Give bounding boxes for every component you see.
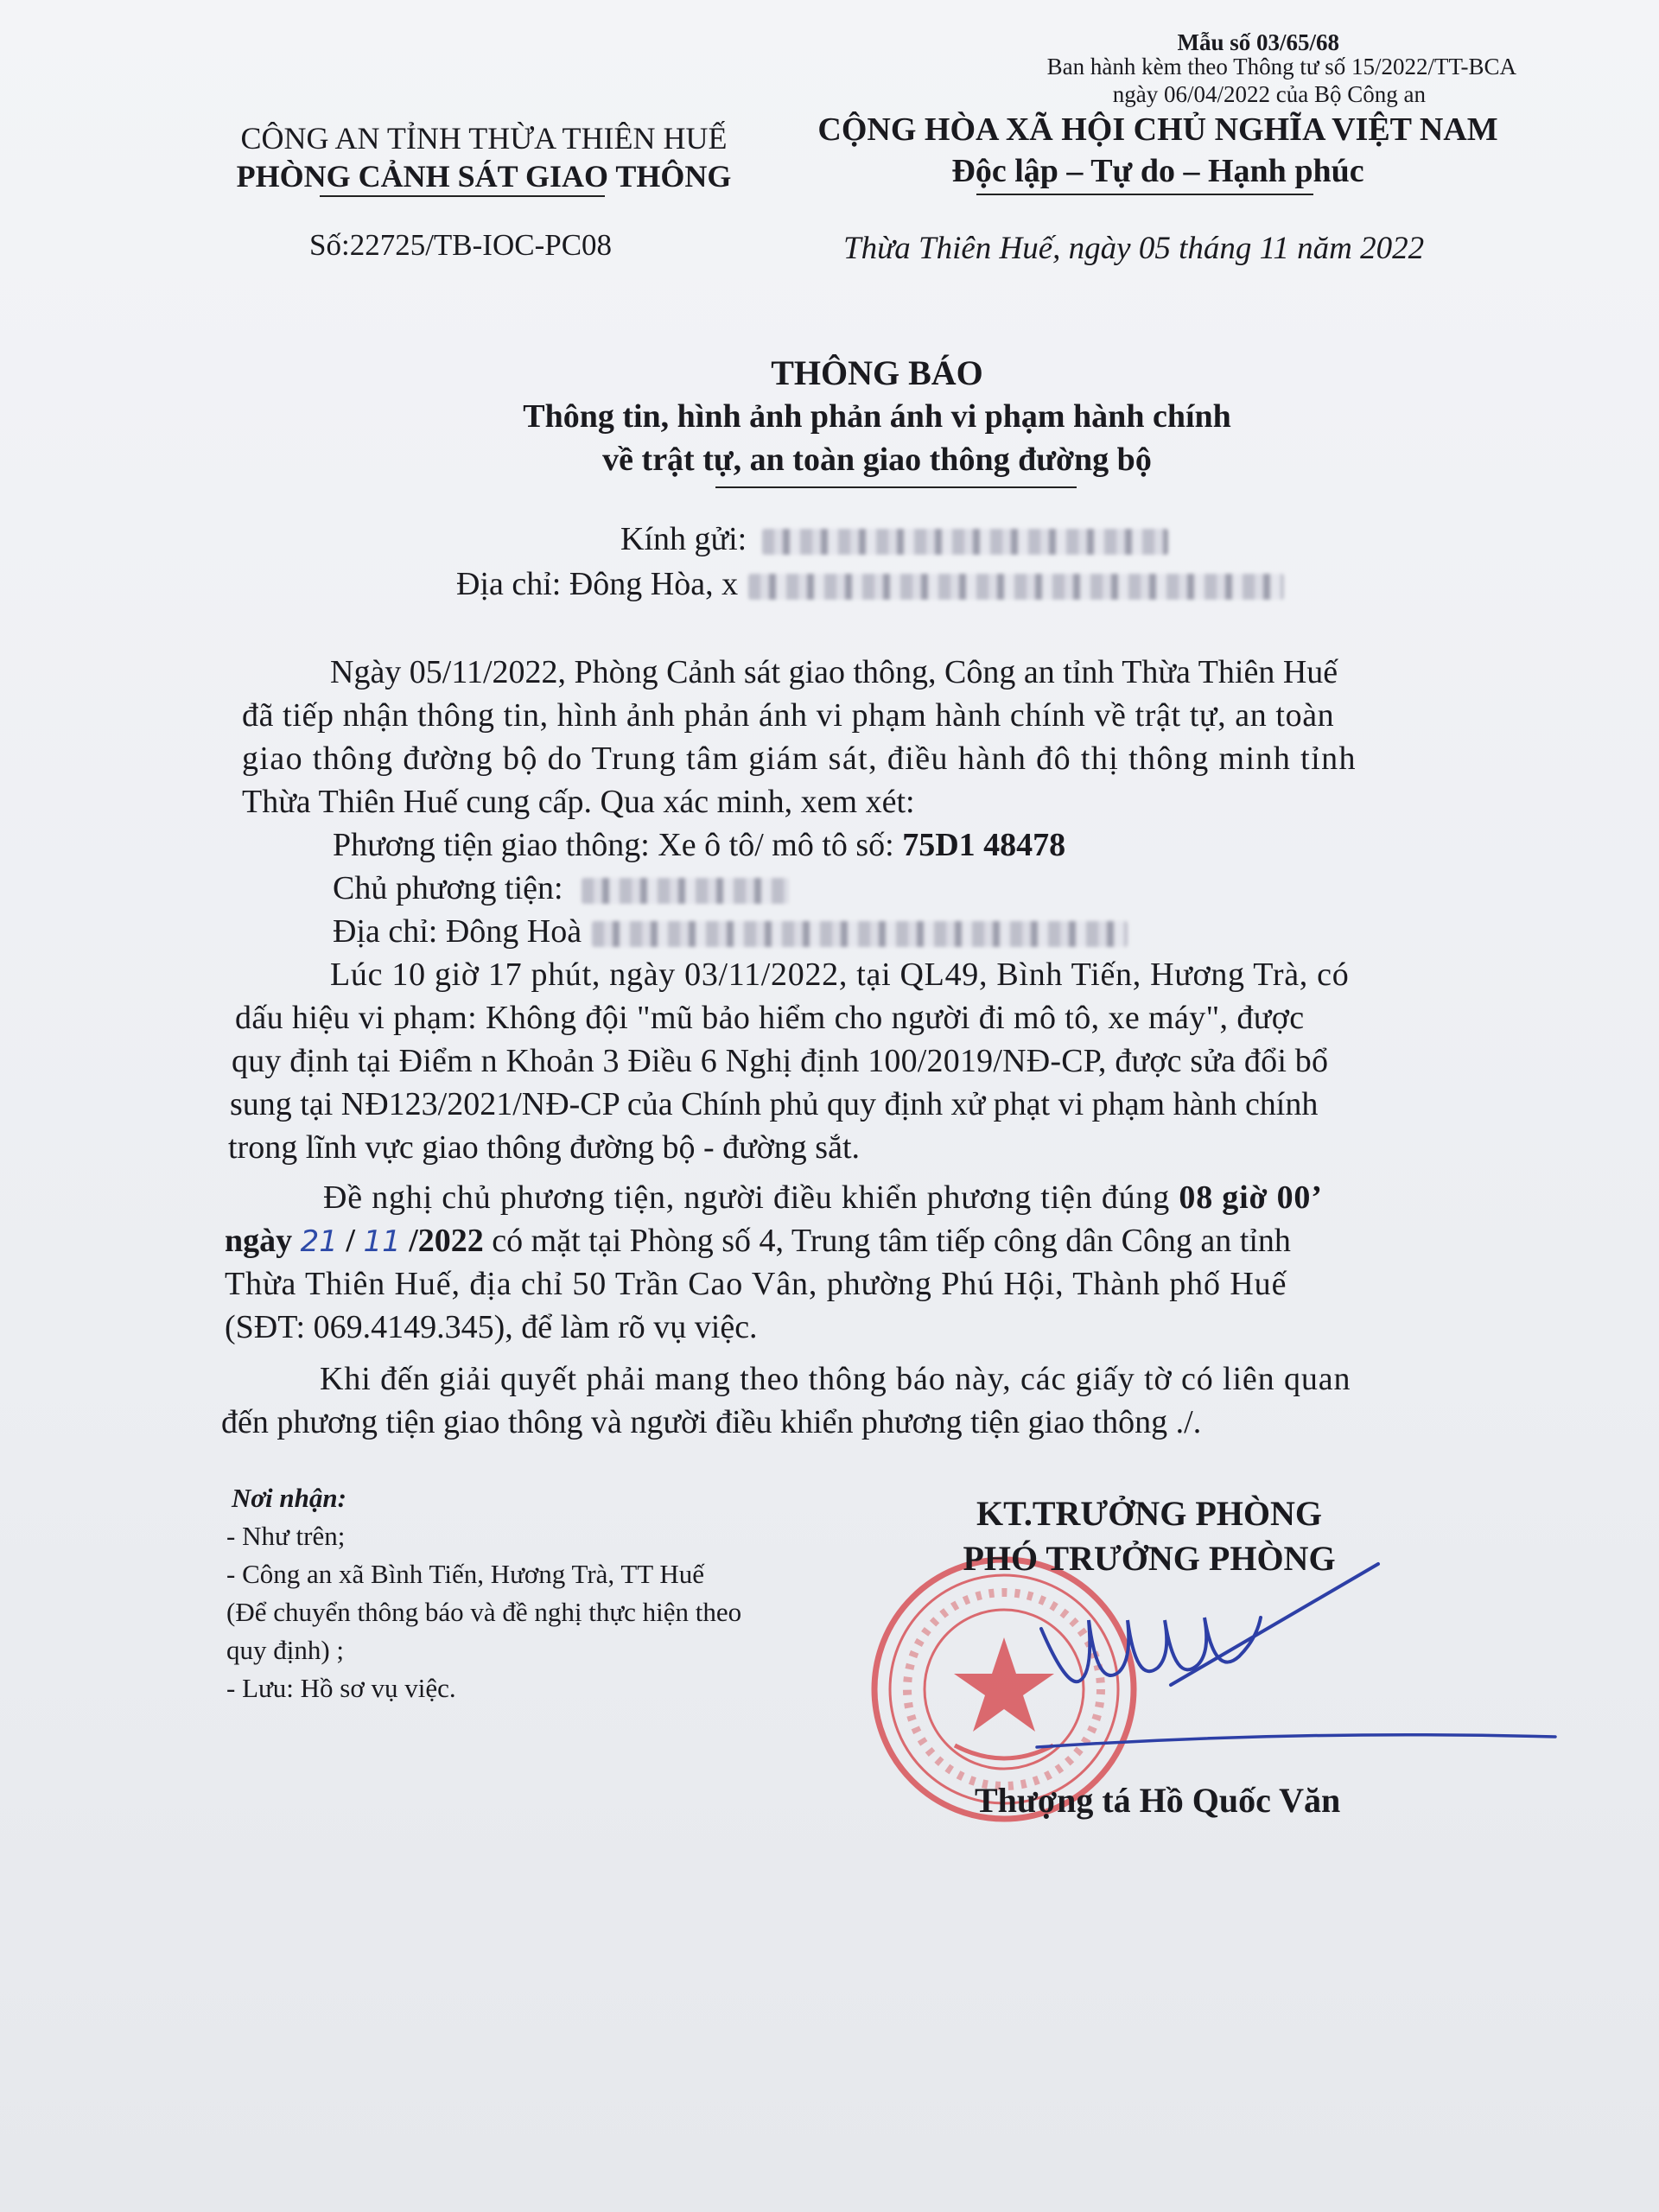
body-p4-line2: đến phương tiện giao thông và người điều khiển phương tiện giao thông ./. <box>221 1404 1202 1440</box>
appointment-day: 21 <box>300 1224 338 1259</box>
form-issued-date: ngày 06/04/2022 của Bộ Công an <box>1112 81 1426 107</box>
document-subtitle-line2: về trật tự, an toàn giao thông đường bộ <box>602 442 1152 478</box>
signature-title-line1: KT.TRƯỞNG PHÒNG <box>976 1494 1322 1533</box>
recipients-list-item: - Như trên; <box>226 1521 346 1551</box>
place-and-date: Thừa Thiên Huế, ngày 05 tháng 11 năm 2022 <box>843 231 1425 266</box>
recipients-list-item: quy định) ; <box>226 1635 345 1665</box>
appointment-month: 11 <box>363 1224 401 1259</box>
recipients-list-item: - Lưu: Hồ sơ vụ việc. <box>226 1673 456 1703</box>
body-p1-line2: đã tiếp nhận thông tin, hình ảnh phản ánh vi phạm hành chính về trật tự, an toàn <box>242 697 1335 734</box>
recipient-address-label: Địa chỉ: Đông Hòa, x <box>456 566 739 602</box>
stamp-star <box>954 1637 1054 1732</box>
vehicle-label: Phương tiện giao thông: Xe ô tô/ mô tô số: <box>333 827 894 863</box>
document-subtitle-line1: Thông tin, hình ảnh phản ánh vi phạm hành chính <box>523 398 1231 435</box>
form-number: Mẫu số 03/65/68 <box>1177 29 1339 55</box>
owner-label: Chủ phương tiện: <box>333 870 563 906</box>
body-p2-line4: sung tại NĐ123/2021/NĐ-CP của Chính phủ quy định xử phạt vi phạm hành chính <box>230 1086 1319 1122</box>
country-name: CỘNG HÒA XÃ HỘI CHỦ NGHĨA VIỆT NAM <box>817 111 1498 148</box>
signature-title-line2: PHÓ TRƯỞNG PHÒNG <box>963 1539 1336 1578</box>
appointment-day-label: ngày <box>225 1223 293 1259</box>
appointment-time: 08 giờ 00’ <box>1179 1179 1323 1216</box>
body-p3-line3: Thừa Thiên Huế, địa chỉ 50 Trần Cao Vân, phường Phú Hội, Thành phố Huế <box>225 1266 1287 1302</box>
national-motto: Độc lập – Tự do – Hạnh phúc <box>951 153 1364 189</box>
body-p2-line1: Lúc 10 giờ 17 phút, ngày 03/11/2022, tại QL49, Bình Tiến, Hương Trà, có <box>330 957 1350 993</box>
appointment-year: /2022 <box>409 1223 484 1259</box>
body-p2-line5: trong lĩnh vực giao thông đường bộ - đường sắt. <box>228 1129 861 1166</box>
vehicle-plate: 75D1 48478 <box>902 827 1066 863</box>
body-p1-line4: Thừa Thiên Huế cung cấp. Qua xác minh, xem xét: <box>242 784 915 820</box>
body-p1-line1: Ngày 05/11/2022, Phòng Cảnh sát giao thông, Công an tỉnh Thừa Thiên Huế <box>330 654 1338 690</box>
body-p3-line1-text: Đề nghị chủ phương tiện, người điều khiển phương tiện đúng <box>323 1179 1171 1216</box>
owner-address-label: Địa chỉ: Đông Hoà <box>333 913 582 950</box>
document-title: THÔNG BÁO <box>771 353 983 392</box>
recipients-list-item: - Công an xã Bình Tiến, Hương Trà, TT Huế <box>226 1559 705 1589</box>
body-p4-line1: Khi đến giải quyết phải mang theo thông báo này, các giấy tờ có liên quan <box>320 1361 1351 1397</box>
recipient-label: Kính gửi: <box>620 521 747 557</box>
recipients-list-item: (Để chuyển thông báo và đề nghị thực hiện theo <box>226 1597 742 1627</box>
body-p1-line3: giao thông đường bộ do Trung tâm giám sát, điều hành đô thị thông minh tỉnh <box>242 741 1357 777</box>
recipients-list-title: Nơi nhận: <box>232 1483 346 1513</box>
body-p2-line2: dấu hiệu vi phạm: Không đội "mũ bảo hiểm cho người đi mô tô, xe máy", được <box>235 1000 1305 1036</box>
signer-name: Thượng tá Hồ Quốc Văn <box>975 1781 1341 1820</box>
document-number: Số:22725/TB-IOC-PC08 <box>309 228 613 262</box>
form-issued-with: Ban hành kèm theo Thông tư số 15/2022/TT-BCA <box>1046 54 1516 79</box>
date-separator: / <box>346 1223 355 1259</box>
body-p3-line4: (SĐT: 069.4149.345), để làm rõ vụ việc. <box>225 1309 758 1345</box>
body-p2-line3: quy định tại Điểm n Khoản 3 Điều 6 Nghị định 100/2019/NĐ-CP, được sửa đổi bổ <box>232 1043 1329 1079</box>
body-p3-line2-text: có mặt tại Phòng số 4, Trung tâm tiếp công dân Công an tỉnh <box>492 1223 1291 1259</box>
issuer-department: PHÒNG CẢNH SÁT GIAO THÔNG <box>236 159 732 194</box>
issuer-agency: CÔNG AN TỈNH THỪA THIÊN HUẾ <box>240 121 728 156</box>
